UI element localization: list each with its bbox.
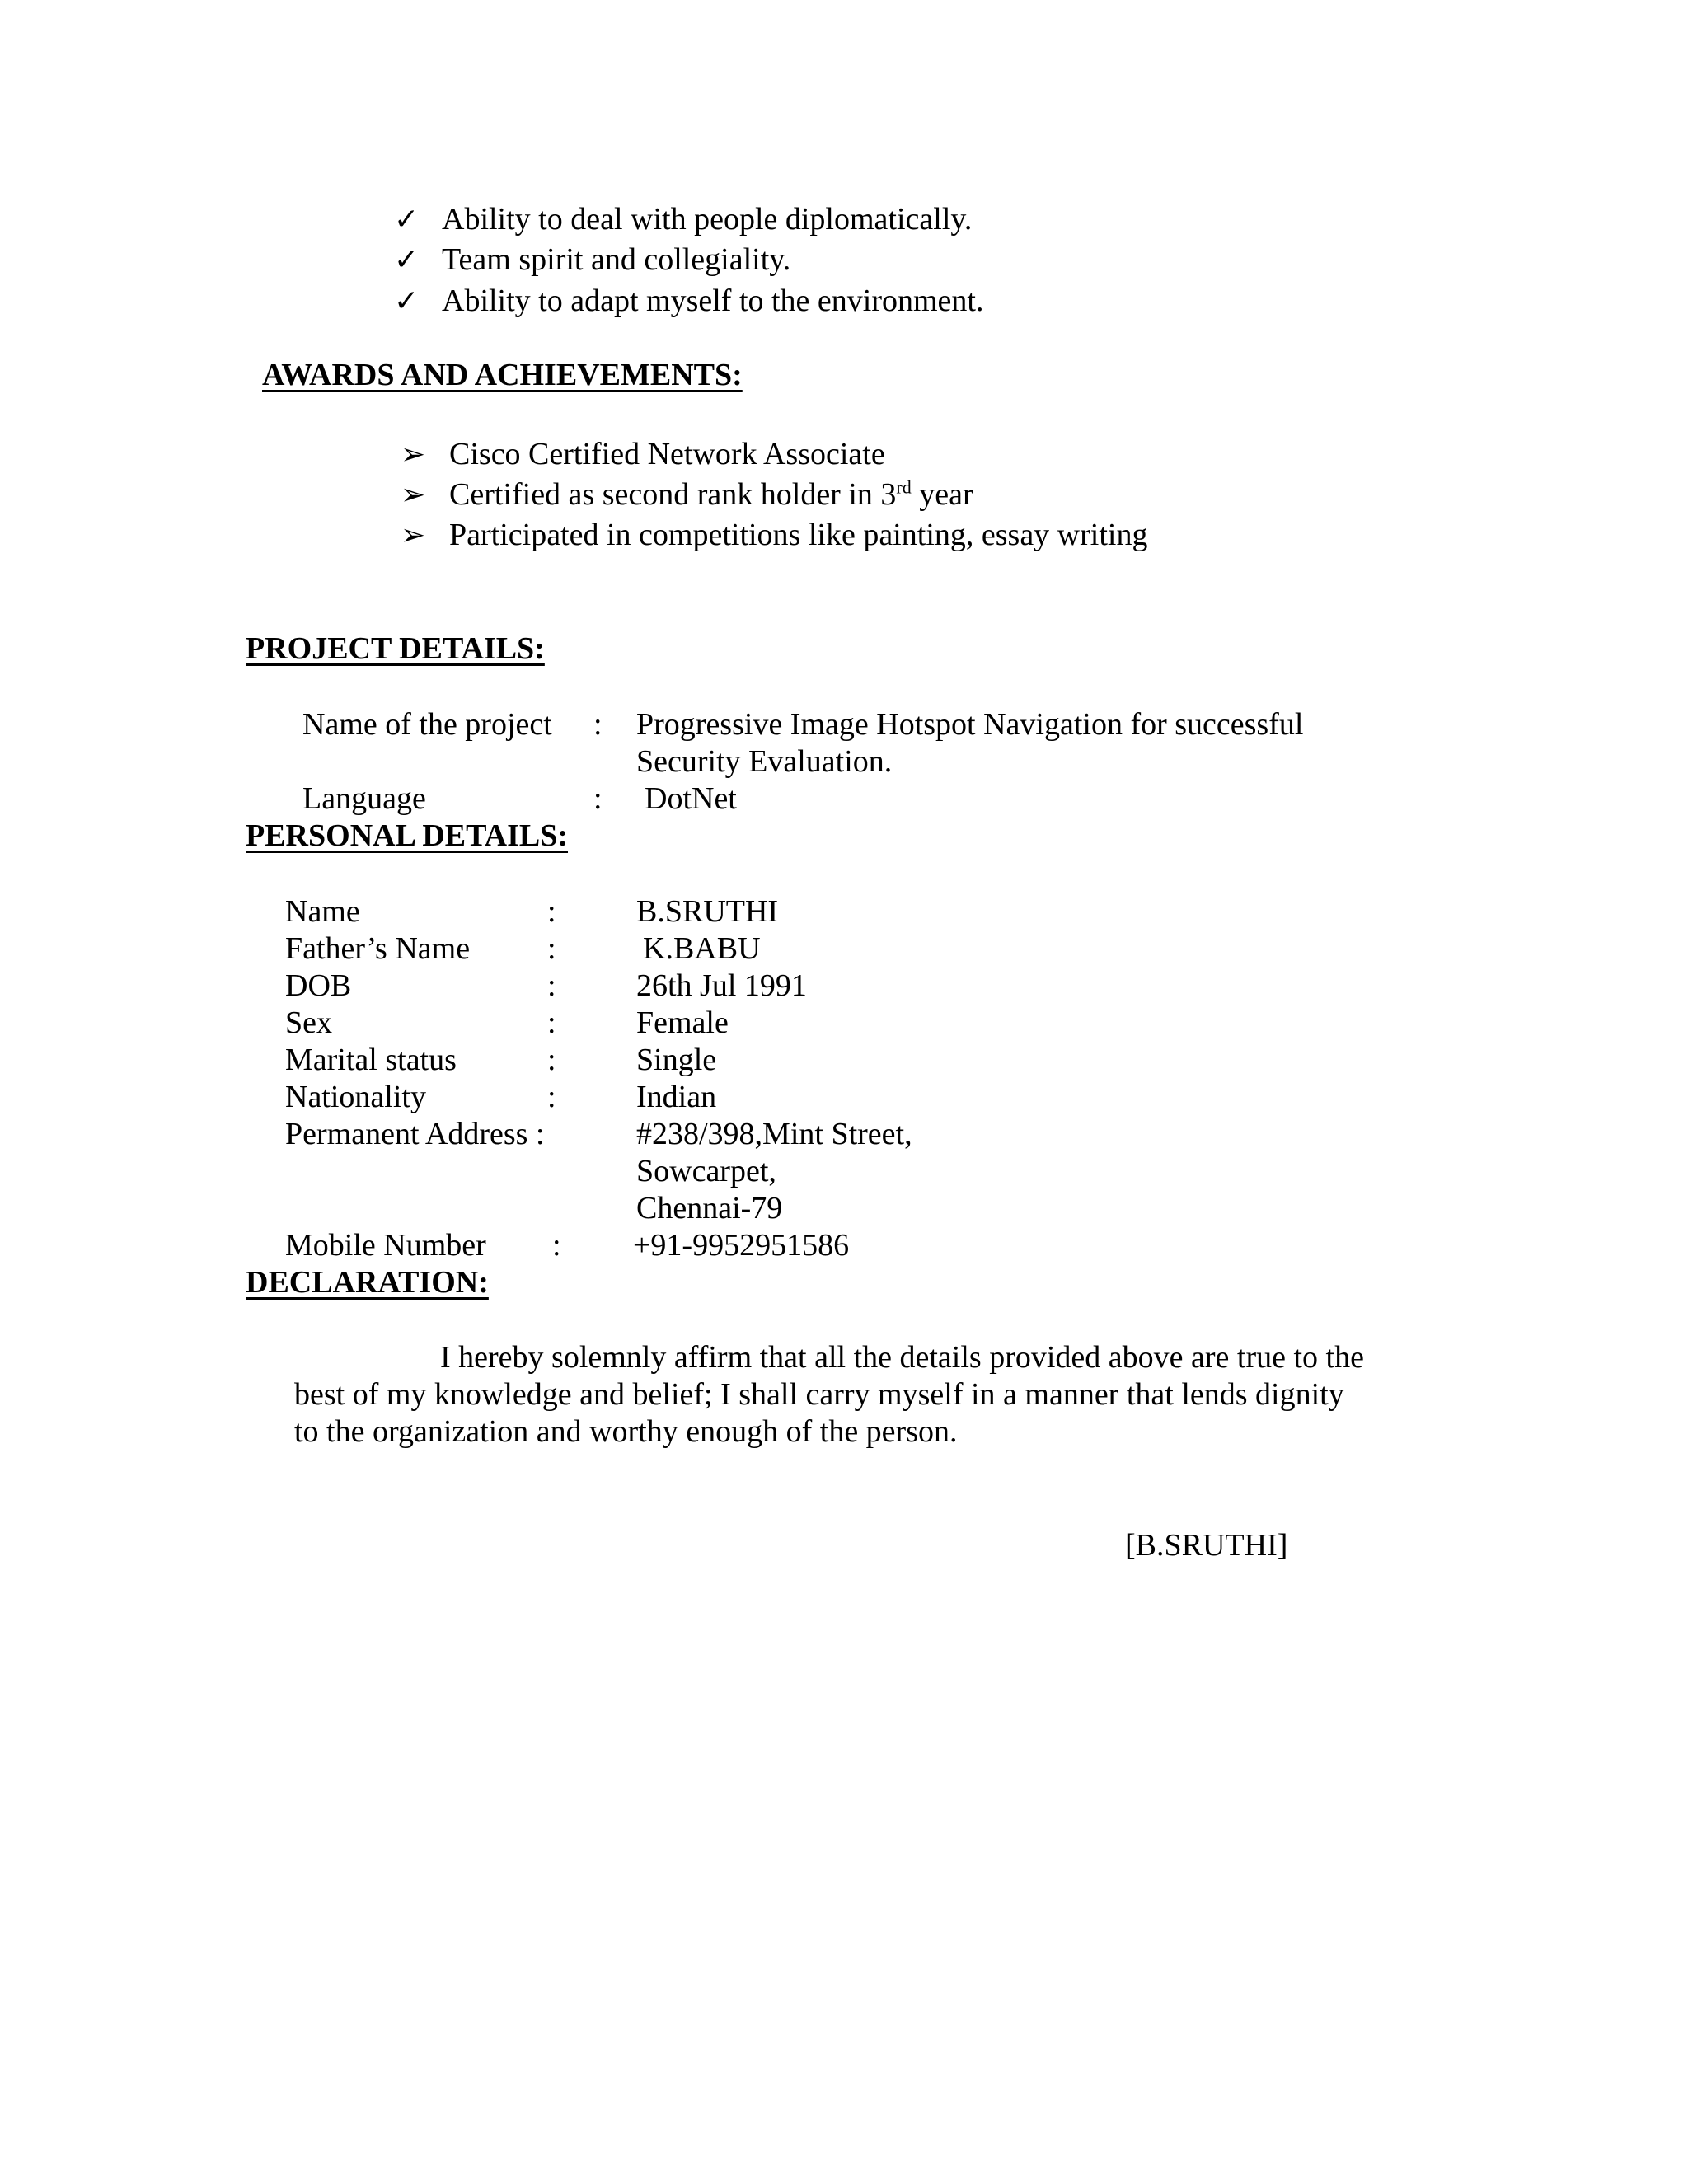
separator: : <box>547 1043 556 1077</box>
personal-label: Marital status <box>285 1043 457 1077</box>
arrow-bullet-icon: ➢ <box>401 478 426 511</box>
project-language-value: DotNet <box>645 781 737 816</box>
separator: : <box>552 1228 561 1263</box>
mobile-label: Mobile Number <box>285 1228 486 1263</box>
separator: : <box>593 781 603 816</box>
personal-label: Father’s Name <box>285 931 471 966</box>
mobile-value: +91-9952951586 <box>633 1228 850 1263</box>
personal-value: K.BABU <box>643 931 761 966</box>
project-name-value-cont: Security Evaluation. <box>636 744 893 779</box>
quality-item: Ability to adapt myself to the environment. <box>442 284 984 318</box>
checkmark-icon: ✓ <box>394 203 420 236</box>
address-line-3: Chennai-79 <box>636 1191 783 1226</box>
project-language-label: Language <box>302 781 426 816</box>
personal-value: Indian <box>636 1080 717 1114</box>
awards-heading: AWARDS AND ACHIEVEMENTS: <box>262 358 743 392</box>
personal-value: 26th Jul 1991 <box>636 968 807 1003</box>
award-item-tail: year <box>911 477 973 512</box>
award-item-text: Certified as second rank holder in 3 <box>449 477 897 512</box>
quality-item: Team spirit and collegiality. <box>442 242 791 277</box>
checkmark-icon: ✓ <box>394 284 420 317</box>
declaration-heading: DECLARATION: <box>246 1265 489 1300</box>
award-item <box>449 476 973 513</box>
separator: : <box>547 1005 556 1040</box>
separator: : <box>547 894 556 929</box>
award-item: Cisco Certified Network Associate <box>449 437 885 471</box>
separator: : <box>547 1080 556 1114</box>
declaration-line: best of my knowledge and belief; I shall carry myself in a manner that lends dignity <box>294 1377 1344 1412</box>
personal-label: Name <box>285 894 360 929</box>
project-name-value: Progressive Image Hotspot Navigation for successful <box>636 707 1304 742</box>
declaration-line: I hereby solemnly affirm that all the details provided above are true to the <box>440 1340 1364 1375</box>
arrow-bullet-icon: ➢ <box>401 438 426 471</box>
personal-label: Sex <box>285 1005 332 1040</box>
project-heading: PROJECT DETAILS: <box>246 631 545 666</box>
separator: : <box>593 707 603 742</box>
personal-value: #238/398,Mint Street, <box>636 1117 912 1151</box>
project-name-label: Name of the project <box>302 707 552 742</box>
award-item: Participated in competitions like painting, essay writing <box>449 518 1148 552</box>
personal-heading: PERSONAL DETAILS: <box>246 818 569 853</box>
signature-name: [B.SRUTHI] <box>1125 1528 1288 1563</box>
personal-value: B.SRUTHI <box>636 894 779 929</box>
personal-label: DOB <box>285 968 352 1003</box>
separator: : <box>547 968 556 1003</box>
personal-value: Female <box>636 1005 729 1040</box>
separator: : <box>547 931 556 966</box>
ordinal-suffix: rd <box>896 476 912 498</box>
address-line-2: Sowcarpet, <box>636 1154 776 1188</box>
personal-label: Permanent Address : <box>285 1117 545 1151</box>
personal-value: Single <box>636 1043 717 1077</box>
quality-item: Ability to deal with people diplomatically. <box>442 202 973 237</box>
checkmark-icon: ✓ <box>394 243 420 276</box>
declaration-line: to the organization and worthy enough of the person. <box>294 1414 958 1449</box>
arrow-bullet-icon: ➢ <box>401 518 426 551</box>
personal-label: Nationality <box>285 1080 426 1114</box>
